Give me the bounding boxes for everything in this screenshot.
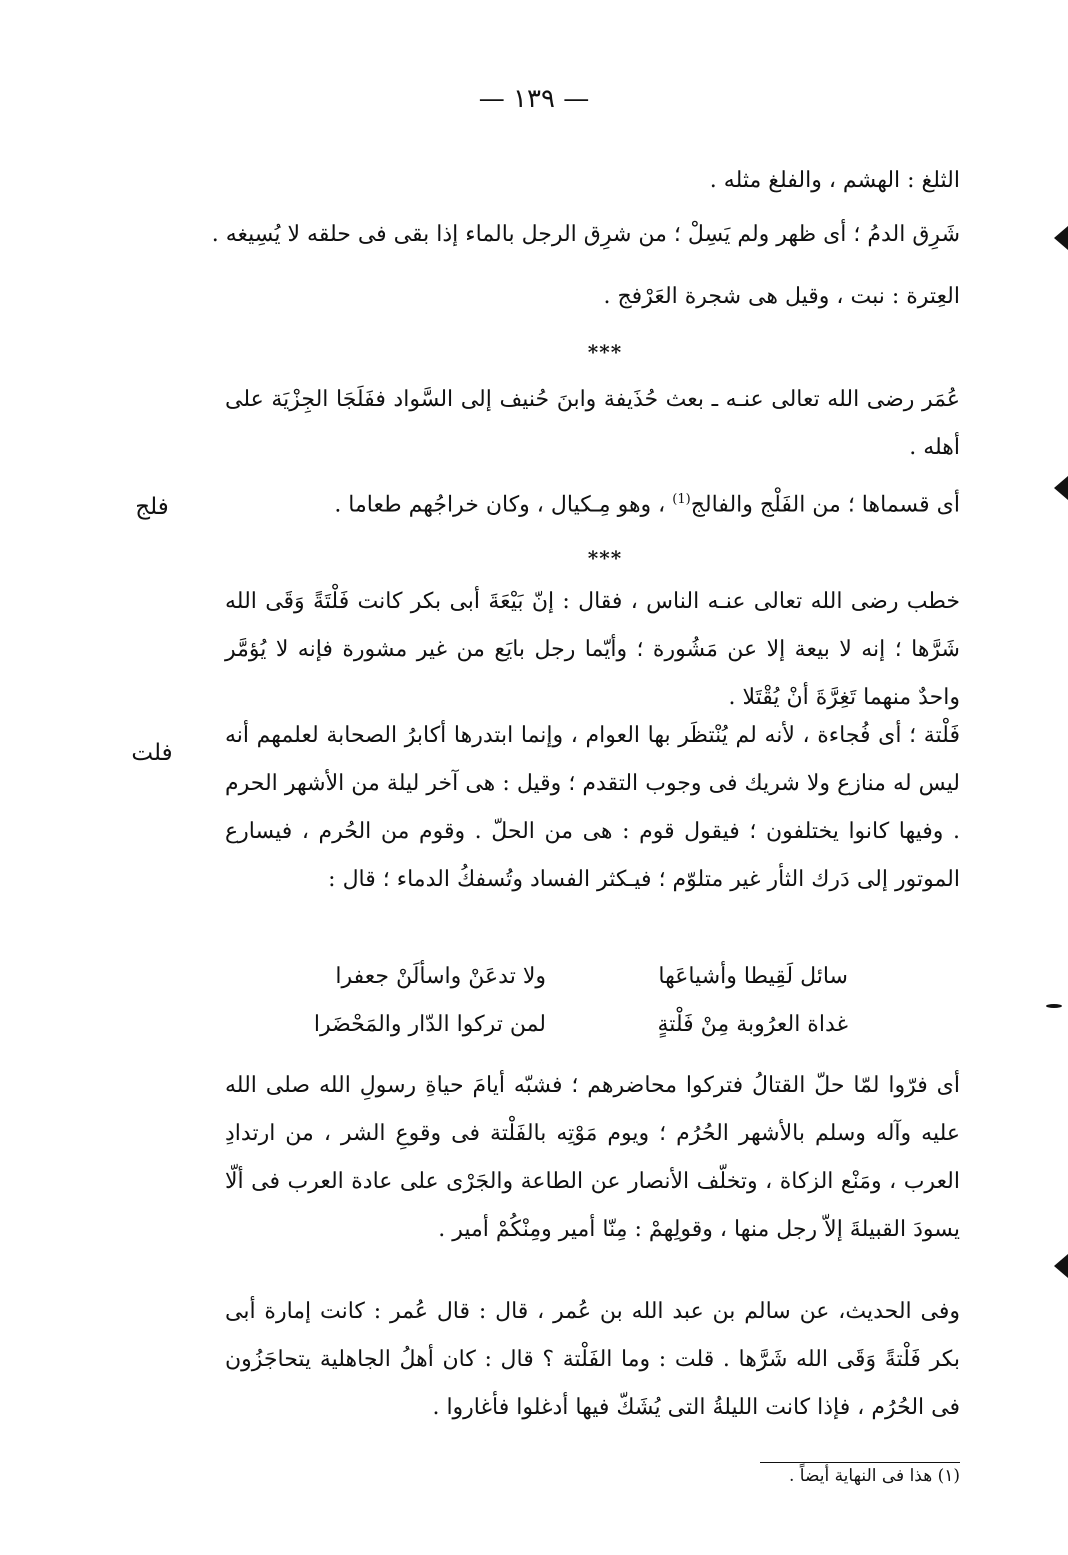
margin-root-falat: فلت [131, 740, 173, 766]
section-separator: *** [587, 546, 623, 570]
paragraph-falta: فَلْتة ؛ أى فُجاءة ، لأنه لم يُنْتظَر بها العوام ، وإنما ابتدرها أكابرُ الصحابة لعلمهم أنه ليس له منازع ولا شريك فى وجوب التقدم ؛ وقيل : هى آخر ليلة من الأشهر الحرم . وفيها كانوا يختلفون ؛ فيقول قوم : هى من الحلّ . وقوم من الحُرم ، فيسارع الموتور إلى دَرك الثأر غير متلوّم ؛ فيـكثر الفساد وتُسفكُ الدماء ؛ قال : [225, 723, 960, 892]
verse-2-hemistich-a: غداة العرُوبة مِنْ فَلْتةٍ [657, 1012, 848, 1037]
scan-edge-mark [1054, 1254, 1068, 1278]
scan-edge-mark [1046, 1004, 1062, 1008]
section-separator: *** [587, 340, 623, 364]
scan-edge-mark [1054, 226, 1068, 250]
entry-itra: العِترة : نبت ، وقيل هى شجرة العَرْفج . [603, 284, 960, 309]
page-number: — ١٣٩ — [478, 84, 590, 114]
footnote: (١) هذا فى النهاية أيضاً . [788, 1466, 960, 1486]
paragraph-qasamaha [225, 492, 960, 517]
margin-root-falaj: فلج [135, 494, 169, 520]
verse-1-hemistich-b: ولا تدعَنْ واسألَنْ جعفرا [335, 964, 546, 989]
scan-edge-mark [1054, 476, 1068, 500]
verse-1-hemistich-a: سائل لَقِيطا وأشياعَها [658, 964, 848, 989]
paragraph-khutba: خطب رضى الله تعالى عنـه الناس ، فقال : إنّ بَيْعَةَ أبى بكر كانت فَلْتَةً وَقَى الله شَرَّها ؛ إنه لا بيعة إلا عن مَشُورة ؛ وأيّما رجل بايَع من غير مشورة فإنه لا يُؤمَّر واحدٌ منهما تَغِرَّةَ أنْ يُقْتَلا . [225, 589, 960, 710]
entry-thalgh: الثلغ : الهشم ، والفلغ مثله . [709, 168, 960, 193]
paragraph-hadith-salim: وفى الحديث، عن سالم بن عبد الله بن عُمر ، قال : قال عُمر : كانت إمارة أبى بكر فَلْتةً وَقَى الله شَرَّها . قلت : وما الفَلْتة ؟ قال : كان أهلُ الجاهلية يتحاجَزُون فى الحُرُم ، فإذا كانت الليلةُ التى يُشَكّ فيها أدغلوا فأغاروا . [225, 1299, 960, 1420]
footnote-divider [760, 1462, 960, 1463]
footnote-ref: (1) [672, 492, 691, 507]
qasamaha-text-b: ، وهو مِـكيال ، وكان خراجُهم طعاما . [334, 492, 673, 518]
paragraph-farru: أى فرّوا لمّا حلّ القتالُ فتركوا محاضرهم ؛ فشبّه أيامَ حياةِ رسولِ الله صلى الله عليه وآله وسلم بالأشهر الحُرُم ؛ ويوم مَوْتِه بالفَلْتة فى وقوعِ الشر ، من ارتدادِ العرب ، ومَنْع الزكاة ، وتخلّف الأنصار عن الطاعة والجَرْى على عادة العرب فى ألّا يسودَ القبيلةَ إلاّ رجل منها ، وقولِهمْ : مِنّا أمير ومِنْكُمْ أمير . [225, 1073, 960, 1242]
verse-2-hemistich-b: لمن تركوا الدّار والمَحْضَرا [313, 1012, 546, 1037]
paragraph-umar-sawad: عُمَر رضى الله تعالى عنـه ـ بعث حُذَيفة وابنَ حُنيف إلى السَّواد ففَلَجَا الجِزْيَة على أهله . [225, 387, 960, 460]
entry-shariq: شَرِق الدمُ ؛ أى ظهر ولم يَسِلْ ؛ من شرِق الرجل بالماء إذا بقى فى حلقه لا يُسِيغه . [211, 222, 960, 247]
qasamaha-text-a: أى قسماها ؛ من الفَلْج والفالج [690, 492, 960, 518]
